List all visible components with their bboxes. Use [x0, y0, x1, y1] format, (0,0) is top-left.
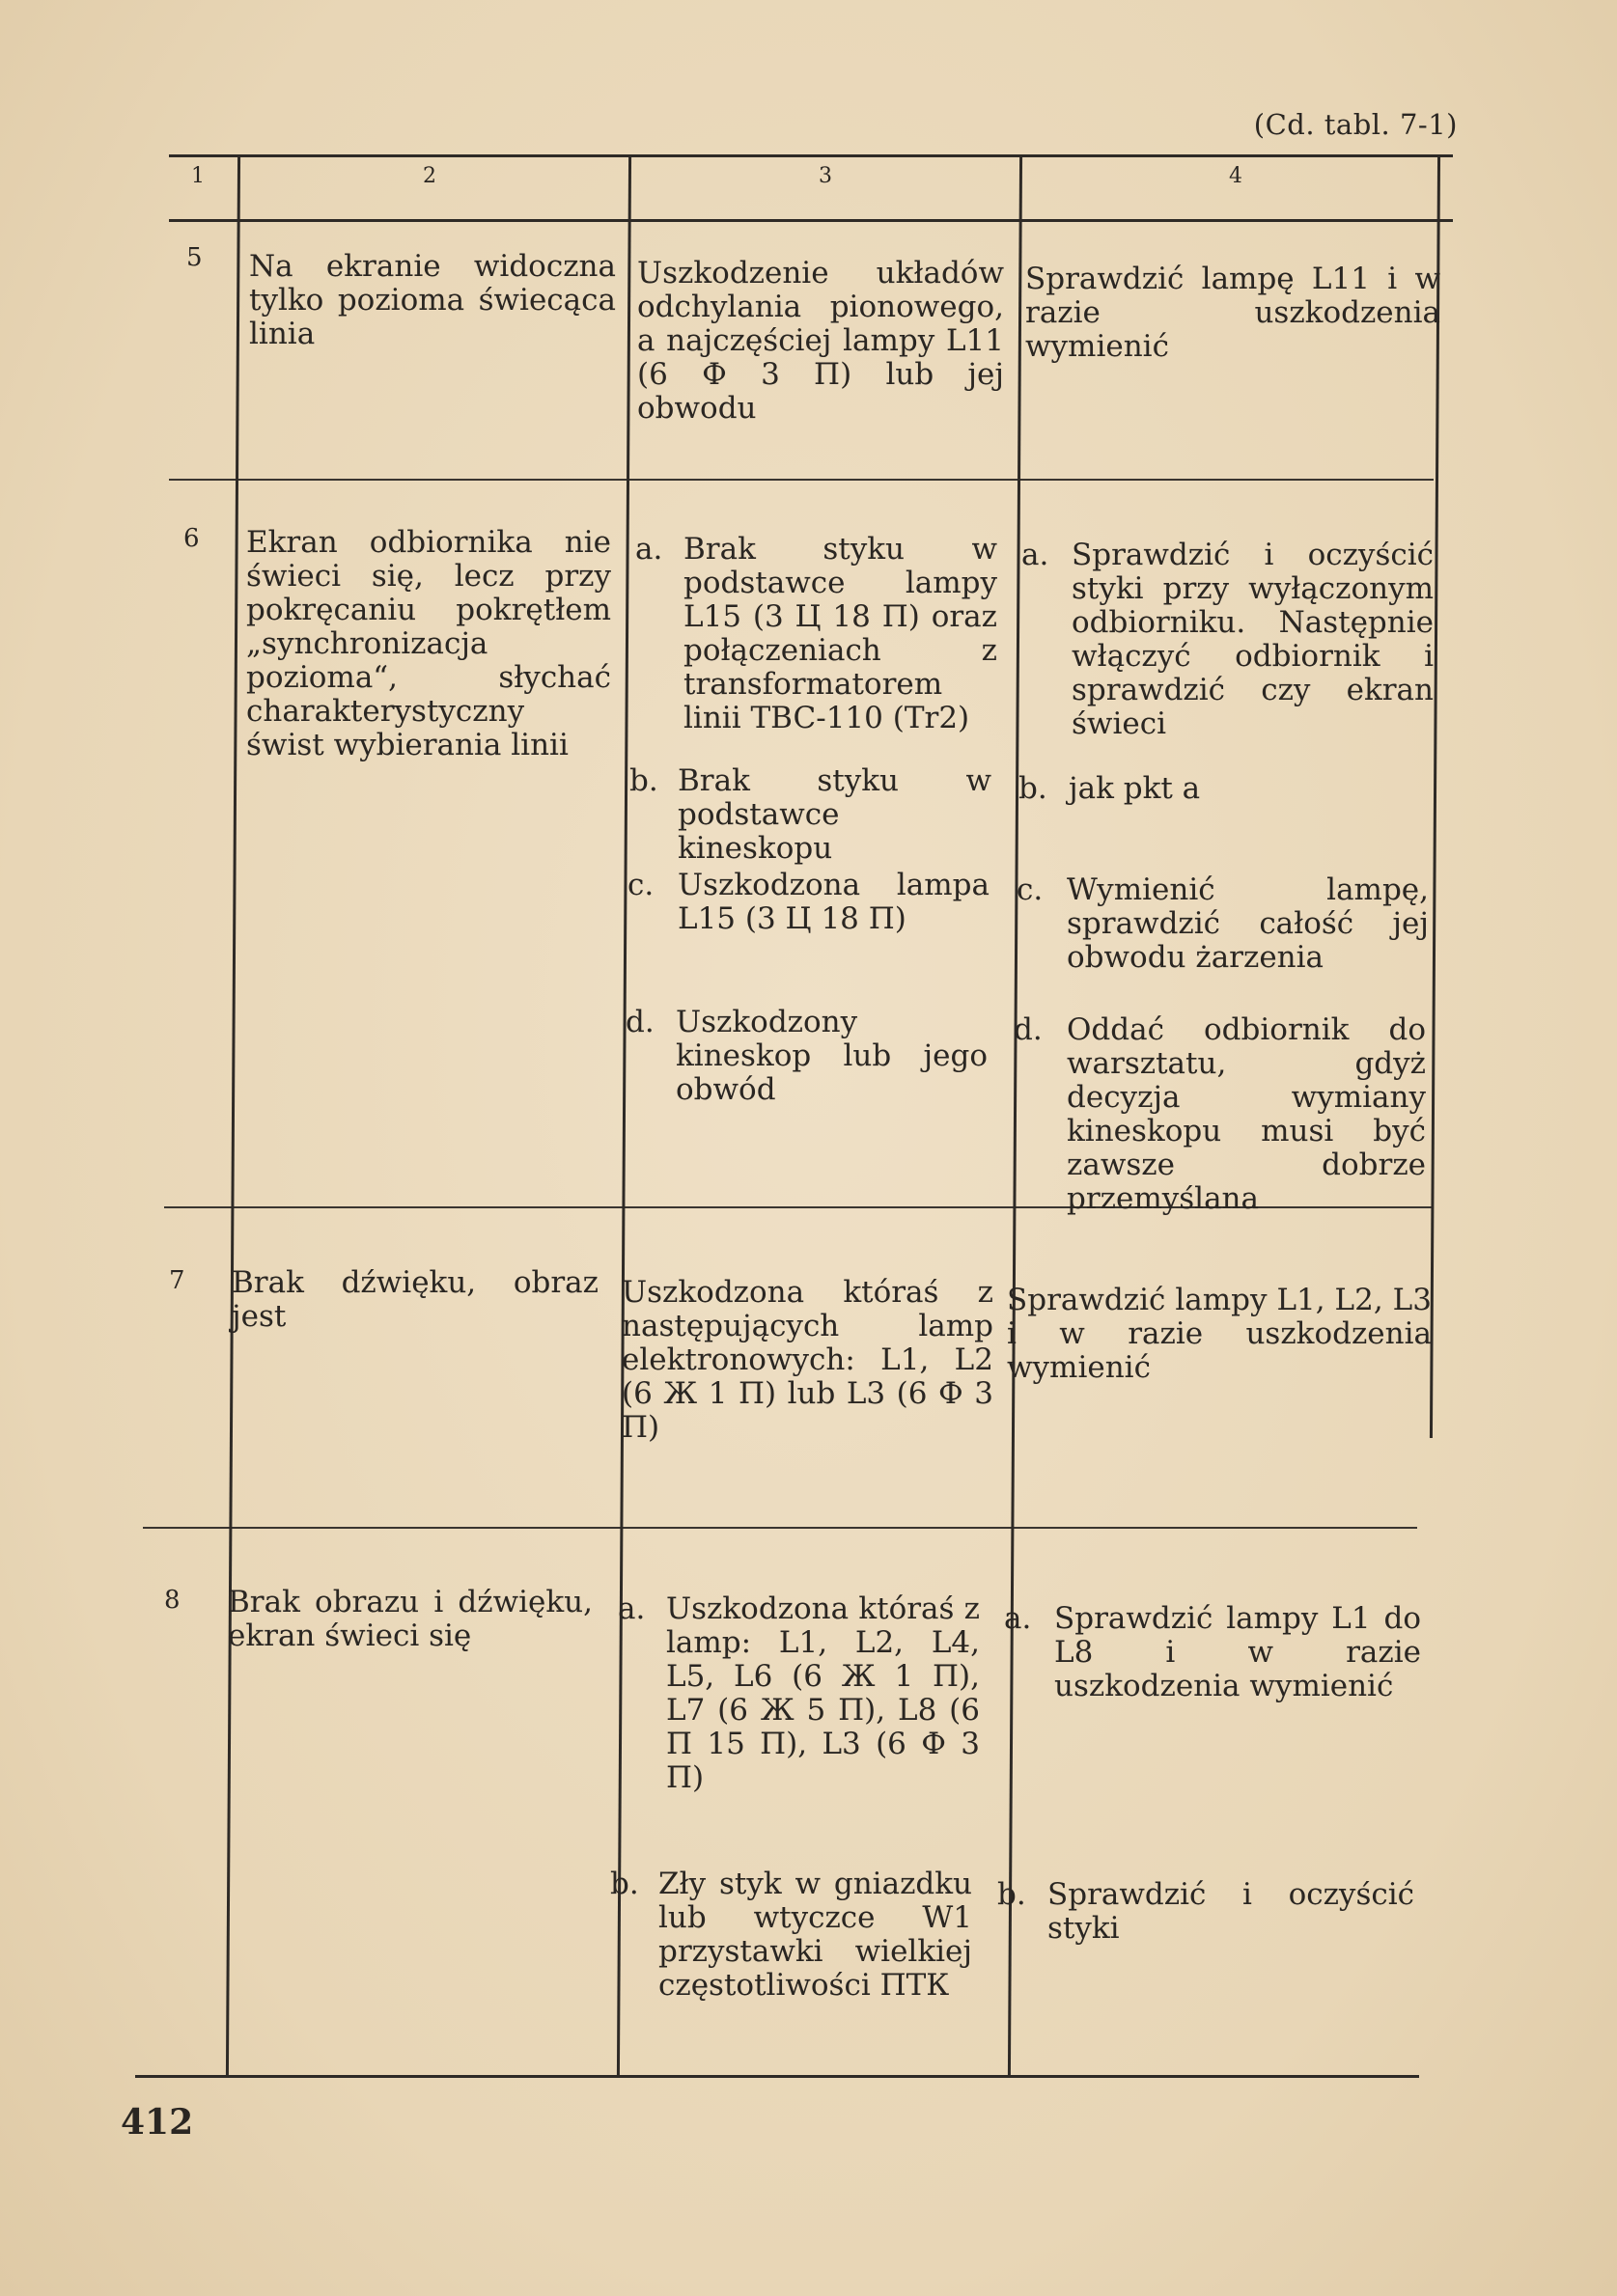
column-number: 2 [423, 164, 436, 188]
cause-cell: Uszkodzenie układów odchylania pionowego, a najczęściej lampy L11 (6 Ф 3 П) lub jej obwodu [637, 256, 1004, 426]
table-bottom-rule [135, 2075, 1419, 2078]
item-text: Uszkodzony kineskop lub jego obwód [676, 1005, 988, 1107]
column-number: 3 [819, 164, 832, 188]
item-label: b. [610, 1867, 639, 1901]
table-continuation-label: (Cd. tabl. 7-1) [1253, 108, 1458, 141]
cause-item [635, 532, 1007, 735]
item-text: Brak styku w podstawce kineskopu [678, 763, 991, 866]
column-number: 4 [1229, 164, 1242, 188]
symptom-cell: Ekran odbiornika nie świeci się, lecz przy pokręcaniu pokrętłem „synchronizacja pozioma“, słychać charakterystyczny świst wybierania linii [246, 525, 611, 762]
row-number: 5 [186, 243, 203, 272]
remedy-item [1017, 873, 1432, 980]
column-divider [226, 154, 240, 2075]
item-text: Brak styku w podstawce lampy L15 (3 Ц 18 П) oraz połączeniach z transformatorem linii TBC-110 (Tr2) [683, 532, 997, 735]
item-text: Oddać odbiornik do warsztatu, gdyż decyzja wymiany kineskopu musi być zawsze dobrze przemyślana [1067, 1012, 1426, 1216]
remedy-item [1021, 538, 1436, 741]
item-label: b. [997, 1877, 1026, 1912]
remedy-item [997, 1878, 1422, 1955]
remedy-item [1014, 1013, 1429, 1226]
row-divider [169, 479, 1434, 481]
item-label: d. [626, 1005, 655, 1039]
item-text: Sprawdzić i oczyścić styki [1047, 1877, 1414, 1946]
remedy-item [1004, 1602, 1429, 1747]
row-number: 6 [183, 524, 200, 553]
column-number: 1 [191, 164, 205, 188]
cause-item [629, 764, 1001, 871]
item-text: jak pkt a [1069, 771, 1201, 806]
remedy-cell: Sprawdzić lampy L1, L2, L3 i w razie uszkodzenia wymienić [1007, 1283, 1432, 1385]
item-label: b. [1018, 771, 1047, 806]
cause-item [627, 869, 999, 941]
cause-item [618, 1592, 990, 1834]
item-label: a. [1004, 1601, 1032, 1636]
row-number: 7 [169, 1266, 185, 1295]
symptom-cell: Brak dźwięku, obraz jest [232, 1265, 599, 1334]
cause-item [610, 1867, 982, 2041]
item-label: a. [618, 1591, 646, 1626]
cause-cell: Uszkodzona któraś z następujących lamp elektronowych: L1, L2 (6 Ж 1 П) lub L3 (6 Ф 3 П) [622, 1275, 993, 1445]
symptom-cell: Na ekranie widoczna tylko pozioma świecąca linia [249, 249, 616, 351]
item-text: Uszkodzona lampa L15 (3 Ц 18 П) [678, 868, 990, 936]
remedy-cell: Sprawdzić lampę L11 i w razie uszkodzenia wymienić [1025, 262, 1440, 364]
header-bottom-rule [169, 219, 1453, 222]
item-label: d. [1014, 1012, 1043, 1047]
table-top-rule [169, 154, 1453, 157]
row-number: 8 [164, 1586, 181, 1615]
item-label: c. [627, 868, 655, 902]
item-text: Sprawdzić lampy L1 do L8 i w razie uszkodzenia wymienić [1054, 1601, 1421, 1703]
item-text: Zły styk w gniazdku lub wtyczce W1 przystawki wielkiej częstotliwości ПТК [658, 1867, 972, 2003]
item-text: Wymienić lampę, sprawdzić całość jej obwodu żarzenia [1067, 872, 1429, 975]
remedy-item [1018, 772, 1434, 811]
item-text: Uszkodzona któraś z lamp: L1, L2, L4, L5, L6 (6 Ж 1 П), L7 (6 Ж 5 П), L8 (6 П 15 П), L3 (6 Ф 3 П) [666, 1591, 980, 1795]
row-divider [143, 1527, 1417, 1529]
item-label: a. [1021, 538, 1049, 572]
item-label: a. [635, 532, 663, 567]
cause-item [626, 1006, 997, 1112]
symptom-cell: Brak obrazu i dźwięku, ekran świeci się [228, 1585, 593, 1653]
page-number: 412 [121, 2102, 194, 2143]
item-label: b. [629, 763, 658, 798]
item-text: Sprawdzić i oczyścić styki przy wyłączonym odbiorniku. Następnie włączyć odbiornik i sprawdzić czy ekran świeci [1072, 538, 1434, 741]
item-label: c. [1017, 872, 1044, 907]
